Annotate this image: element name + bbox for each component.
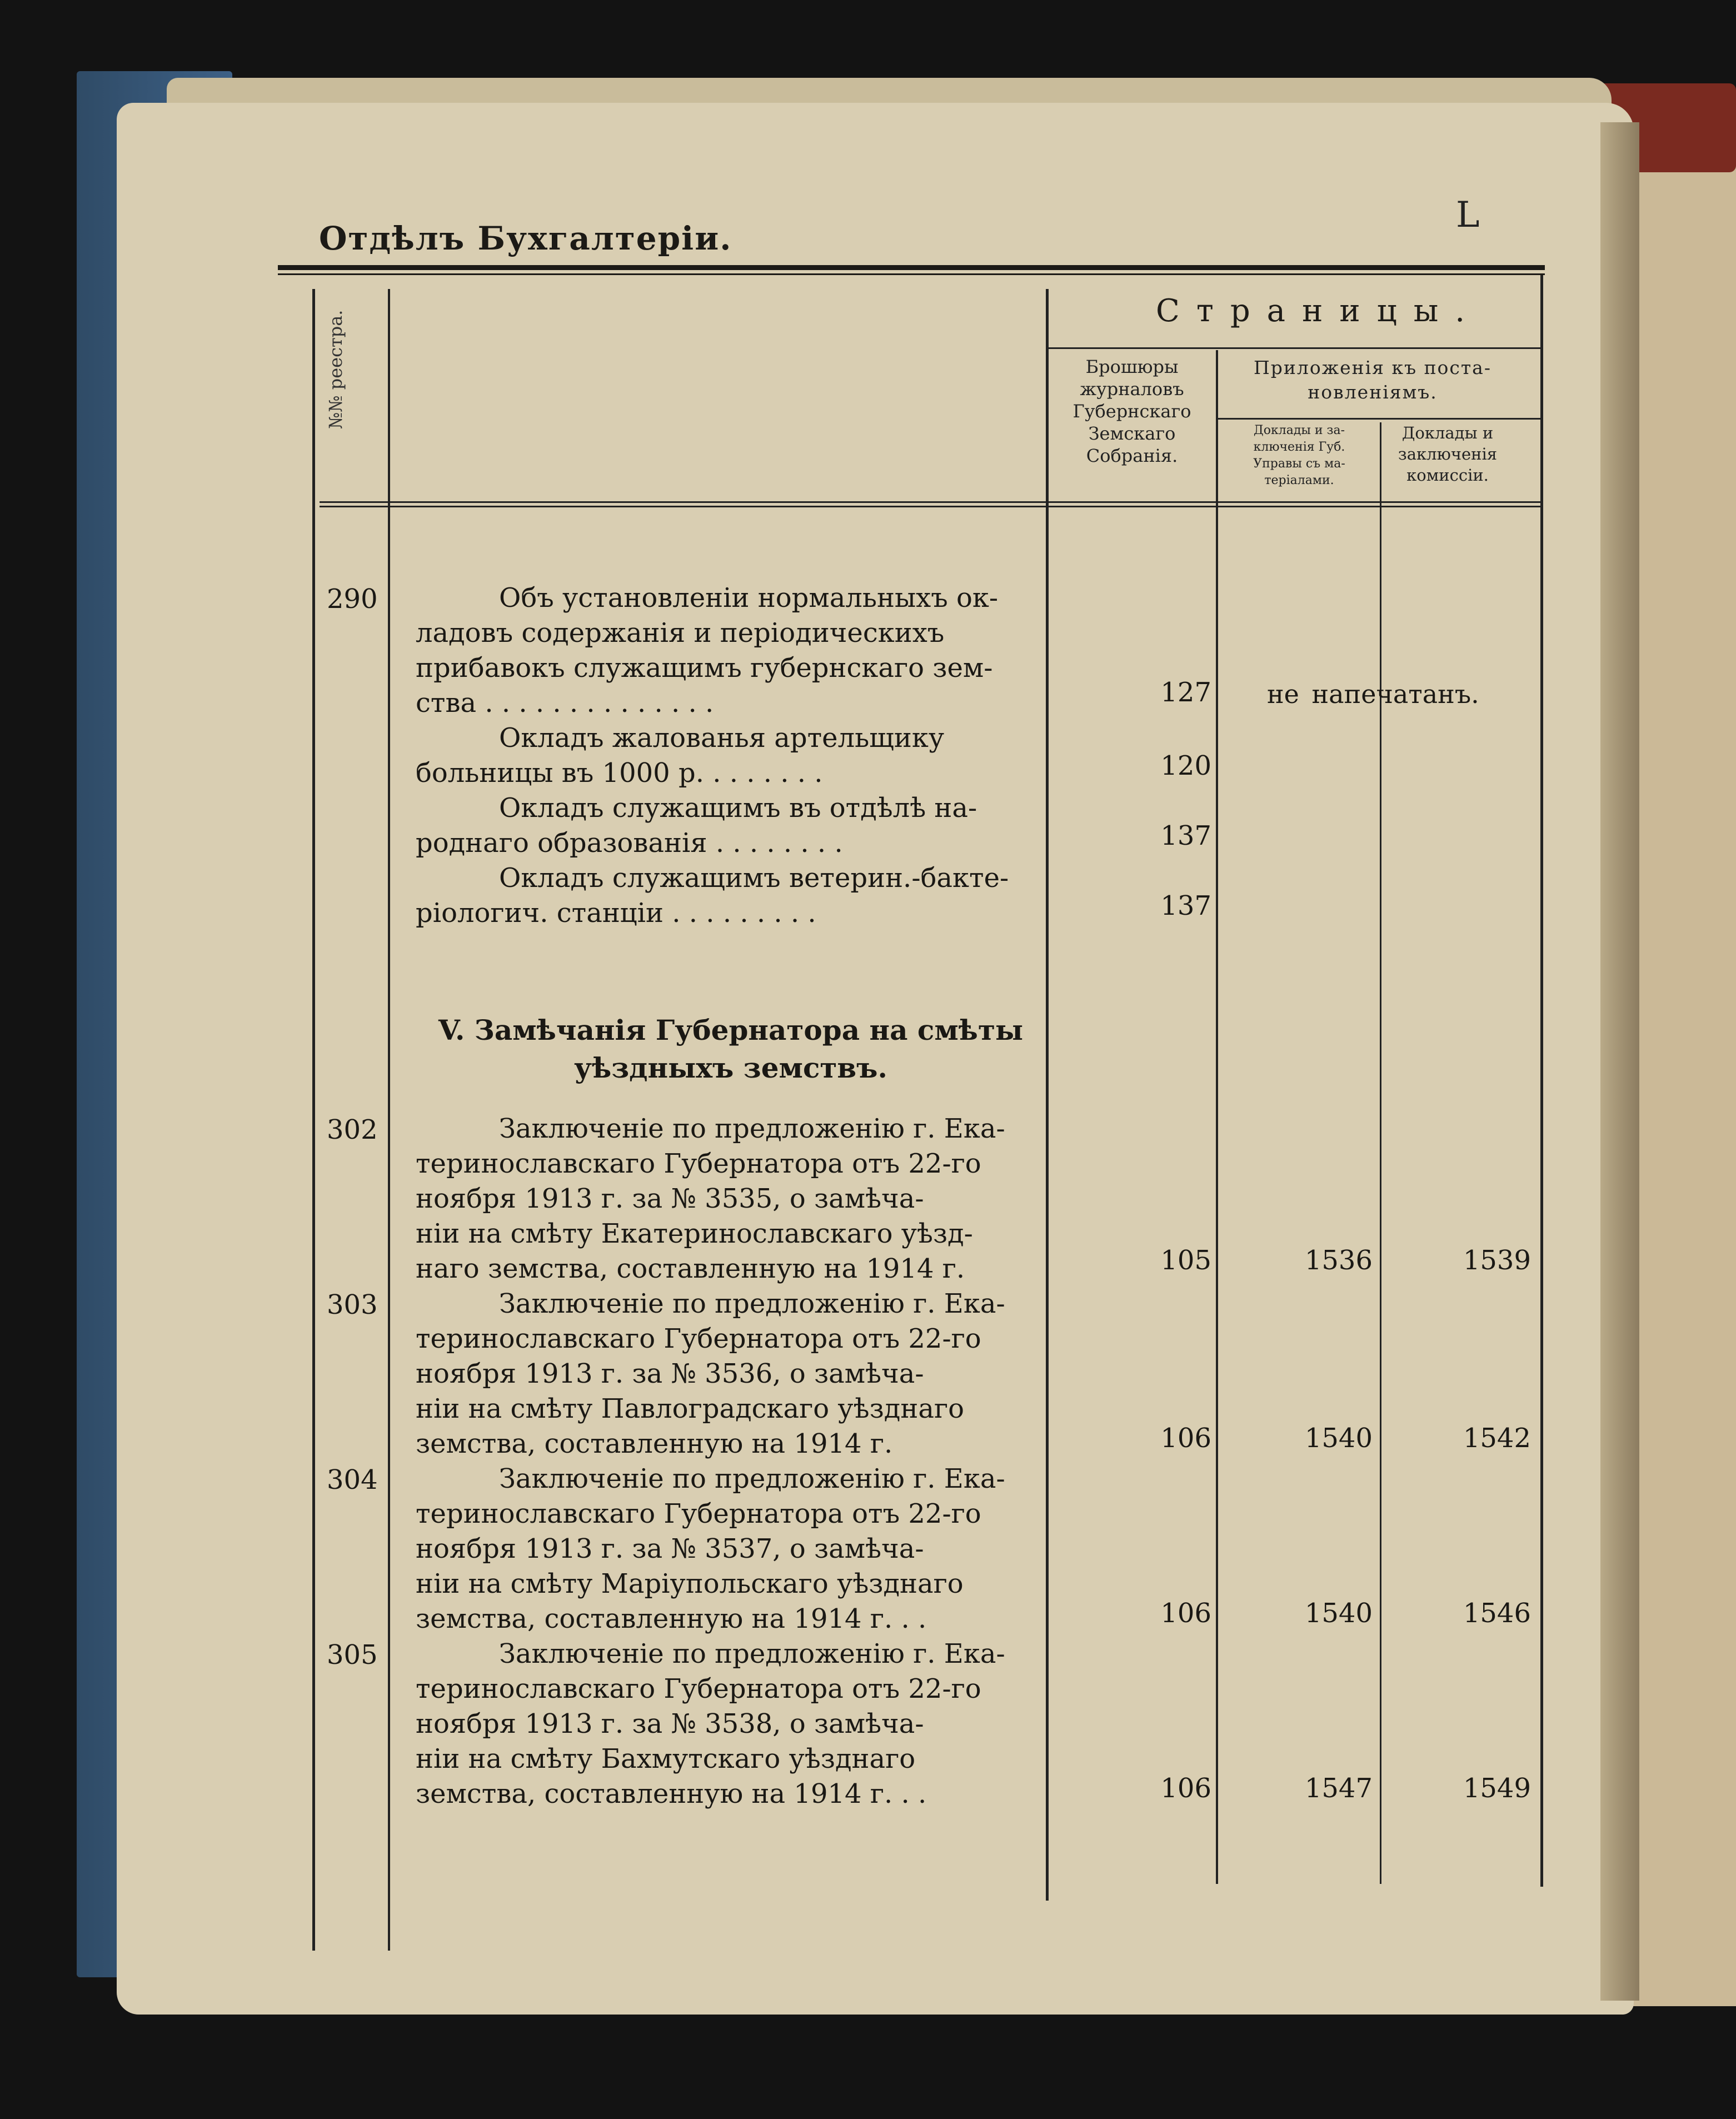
text-line: ладовъ содержанія и періодическихъ <box>416 617 945 649</box>
text-line: Окладъ жалованья артельщику <box>499 722 945 754</box>
pages-column-title: Страницы. <box>1156 293 1482 329</box>
registry-number: 290 <box>327 584 378 615</box>
header-line: новленіямъ. <box>1308 381 1438 403</box>
brochure-page: 137 <box>1160 820 1211 851</box>
section-heading <box>422 1011 1039 1087</box>
table-border-left <box>312 289 315 1951</box>
text-line: земства, составленную на 1914 г. . . <box>416 1778 927 1809</box>
header-line: ключенія Губ. <box>1253 440 1345 454</box>
text-line: ства . . . . . . . . . . . . . . <box>416 687 714 719</box>
header-rule-thin <box>278 273 1545 275</box>
text-line: наго земства, составленную на 1914 г. <box>416 1253 965 1284</box>
header-line: Брошюры <box>1085 356 1179 377</box>
text-line: Заключеніе по предложенію г. Ека- <box>499 1288 1005 1319</box>
uprava-report-page: 1547 <box>1304 1773 1373 1804</box>
entry-text <box>416 1287 1034 1462</box>
uprava-report-page: 1536 <box>1304 1245 1373 1276</box>
header-line: теріалами. <box>1264 473 1334 487</box>
reports-column-divider <box>1380 422 1381 1884</box>
table-border-right <box>1540 275 1543 1887</box>
entry-text <box>416 721 1034 791</box>
text-column-divider <box>1046 289 1049 1901</box>
text-line: теринославскаго Губернатора отъ 22-го <box>416 1323 981 1354</box>
section-heading-line: V. Замѣчанія Губернатора на смѣты <box>438 1014 1024 1046</box>
not-printed-note: не напечатанъ. <box>1267 679 1479 709</box>
entry-text <box>416 1111 1034 1287</box>
registry-number: 303 <box>327 1289 378 1320</box>
entry-text <box>416 581 1034 721</box>
commission-report-page: 1546 <box>1463 1598 1531 1629</box>
text-line: теринославскаго Губернатора отъ 22-го <box>416 1148 981 1179</box>
text-line: Заключеніе по предложенію г. Ека- <box>499 1113 1005 1144</box>
header-line: Собранія. <box>1086 445 1178 466</box>
text-line: земства, составленную на 1914 г. . . <box>416 1603 927 1634</box>
header-line: Губернскаго <box>1072 401 1191 422</box>
brochure-page: 106 <box>1160 1598 1211 1629</box>
text-line: ніи на смѣту Павлоградскаго уѣзднаго <box>416 1393 964 1424</box>
pages-title-rule <box>1049 347 1540 349</box>
header-line: журналовъ <box>1080 378 1184 400</box>
entry-text <box>416 791 1034 861</box>
header-bottom-rule-2 <box>320 506 1540 507</box>
brochure-column-divider <box>1216 350 1218 1884</box>
text-line: ноября 1913 г. за № 3535, о замѣча- <box>416 1183 924 1214</box>
header-line: Доклады и за- <box>1253 423 1345 437</box>
brochure-page: 137 <box>1160 890 1211 921</box>
header-line: Приложенія къ поста- <box>1253 357 1491 378</box>
uprava-report-page: 1540 <box>1304 1423 1373 1454</box>
entry-text <box>416 1637 1034 1812</box>
registry-column-divider <box>388 289 390 1951</box>
page-number: L <box>1456 195 1480 236</box>
brochure-page: 120 <box>1160 750 1211 781</box>
commission-report-page: 1539 <box>1463 1245 1531 1276</box>
header-rule <box>278 265 1545 270</box>
page-header-title: Отдѣлъ Бухгалтеріи. <box>319 220 732 257</box>
brochure-page: 106 <box>1160 1423 1211 1454</box>
brochure-page: 105 <box>1160 1245 1211 1276</box>
text-line: ноября 1913 г. за № 3536, о замѣча- <box>416 1358 924 1389</box>
header-line: комиссіи. <box>1406 466 1489 485</box>
text-line: больницы въ 1000 р. . . . . . . . <box>416 757 823 789</box>
entry-text <box>416 1462 1034 1637</box>
text-line: ріологич. станціи . . . . . . . . . <box>416 898 816 929</box>
entry-text <box>416 861 1034 931</box>
text-line: ніи на смѣту Екатеринославскаго уѣзд- <box>416 1218 973 1249</box>
text-line: Объ установленіи нормальныхъ ок- <box>499 582 999 614</box>
text-line: Окладъ служащимъ ветерин.-бакте- <box>499 862 1009 894</box>
text-line: теринославскаго Губернатора отъ 22-го <box>416 1673 981 1704</box>
header-bottom-rule <box>320 501 1540 503</box>
brochure-page: 127 <box>1160 677 1211 708</box>
uprava-report-page: 1540 <box>1304 1598 1373 1629</box>
brochures-column-header <box>1051 356 1213 467</box>
text-line: земства, составленную на 1914 г. <box>416 1428 893 1459</box>
header-line: заключенія <box>1398 445 1498 463</box>
appendix-rule <box>1218 418 1540 420</box>
book-gutter <box>1600 122 1639 2001</box>
text-line: Заключеніе по предложенію г. Ека- <box>499 1463 1005 1494</box>
text-line: теринославскаго Губернатора отъ 22-го <box>416 1498 981 1529</box>
text-line: Окладъ служащимъ въ отдѣлѣ на- <box>499 792 977 824</box>
text-line: ніи на смѣту Бахмутскаго уѣзднаго <box>416 1743 916 1774</box>
commission-report-page: 1542 <box>1463 1423 1531 1454</box>
uprava-reports-column-header <box>1219 422 1380 489</box>
commission-report-page: 1549 <box>1463 1773 1531 1804</box>
registry-number: 302 <box>327 1114 378 1145</box>
appendices-column-header <box>1217 356 1528 405</box>
text-line: роднаго образованія . . . . . . . . <box>416 827 843 859</box>
section-heading-line: уѣздныхъ земствъ. <box>574 1051 887 1084</box>
text-line: ноября 1913 г. за № 3538, о замѣча- <box>416 1708 924 1739</box>
header-line: Доклады и <box>1401 423 1494 442</box>
registry-number: 305 <box>327 1639 378 1671</box>
registry-column-header: №№ реестра. <box>325 310 346 429</box>
commission-reports-column-header <box>1378 422 1517 486</box>
header-line: Управы съ ма- <box>1253 457 1345 471</box>
header-line: Земскаго <box>1088 423 1176 444</box>
text-line: Заключеніе по предложенію г. Ека- <box>499 1638 1005 1669</box>
text-line: ніи на смѣту Маріупольскаго уѣзднаго <box>416 1568 964 1599</box>
registry-number: 304 <box>327 1464 378 1495</box>
text-line: прибавокъ служащимъ губернскаго зем- <box>416 652 993 684</box>
brochure-page: 106 <box>1160 1773 1211 1804</box>
text-line: ноября 1913 г. за № 3537, о замѣча- <box>416 1533 924 1564</box>
